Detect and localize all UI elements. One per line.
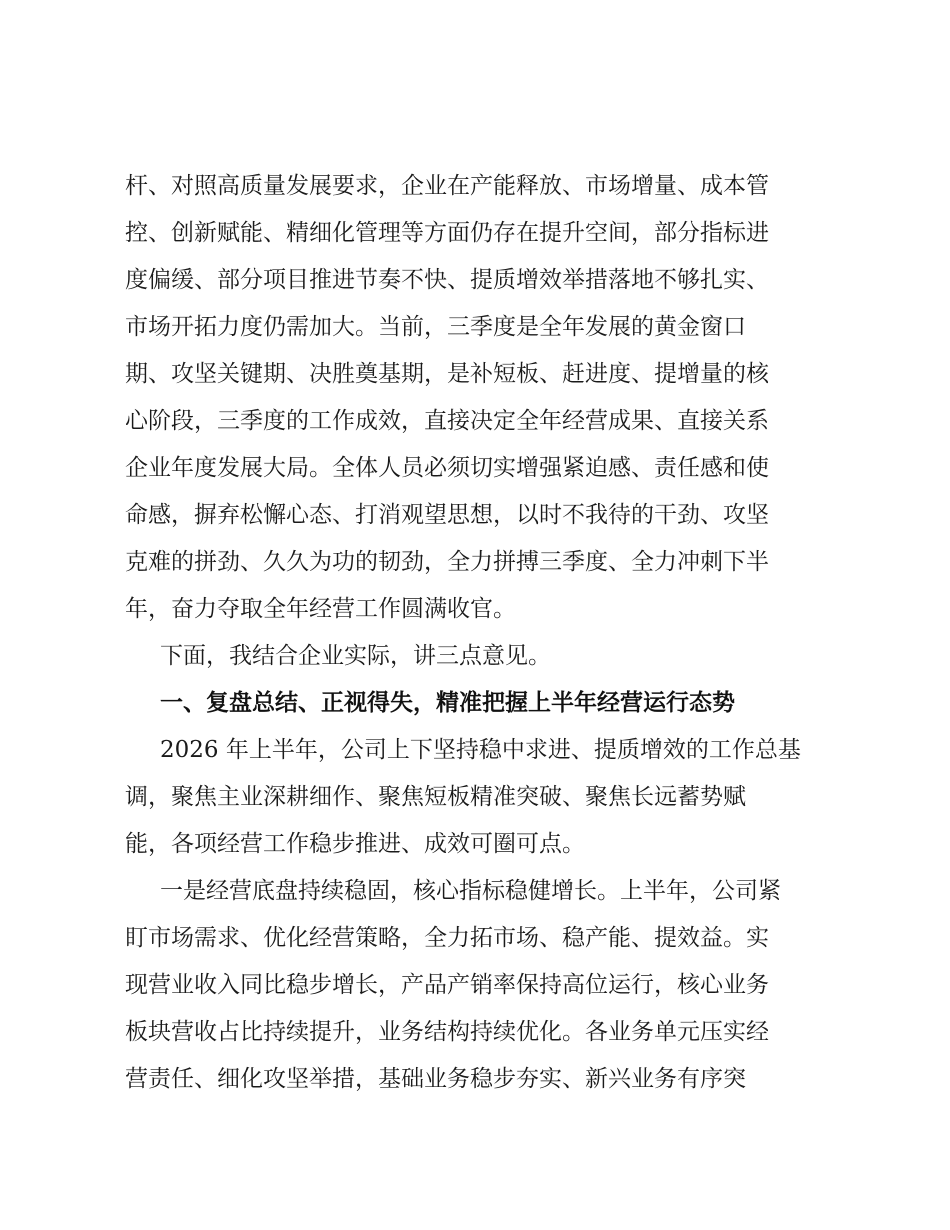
paragraph-1-line-5: 期、攻坚关键期、决胜奠基期，是补短板、赶进度、提增量的核 <box>125 361 769 387</box>
paragraph-2-line-2: 调，聚焦主业深耕细作、聚焦短板精准突破、聚焦长远蓄势赋 <box>125 784 746 810</box>
paragraph-3-line-4: 板块营收占比持续提升，业务结构持续优化。各业务单元压实经 <box>125 1019 769 1045</box>
paragraph-1-line-3: 度偏缓、部分项目推进节奏不快、提质增效举措落地不够扎实、 <box>125 267 769 293</box>
paragraph-1-line-9: 克难的拼劲、久久为功的韧劲，全力拼搏三季度、全力冲刺下半 <box>125 549 769 575</box>
paragraph-2-line-1: 2026 年上半年，公司上下坚持稳中求进、提质增效的工作总基 <box>160 737 801 763</box>
section-1-heading: 一、复盘总结、正视得失，精准把握上半年经营运行态势 <box>160 690 735 716</box>
paragraph-1-line-6: 心阶段，三季度的工作成效，直接决定全年经营成果、直接关系 <box>125 408 769 434</box>
paragraph-1-line-4: 市场开拓力度仍需加大。当前，三季度是全年发展的黄金窗口 <box>125 314 746 340</box>
paragraph-3-line-2: 盯市场需求、优化经营策略，全力拓市场、稳产能、提效益。实 <box>125 925 769 951</box>
paragraph-2-line-3: 能，各项经营工作稳步推进、成效可圈可点。 <box>125 831 585 857</box>
paragraph-1-line-2: 控、创新赋能、精细化管理等方面仍存在提升空间，部分指标进 <box>125 220 769 246</box>
intro-line: 下面，我结合企业实际，讲三点意见。 <box>160 643 551 669</box>
paragraph-1-line-1: 杆、对照高质量发展要求，企业在产能释放、市场增量、成本管 <box>125 173 769 199</box>
paragraph-1-line-7: 企业年度发展大局。全体人员必须切实增强紧迫感、责任感和使 <box>125 455 769 481</box>
paragraph-3-line-3: 现营业收入同比稳步增长，产品产销率保持高位运行，核心业务 <box>125 972 769 998</box>
paragraph-3-line-5: 营责任、细化攻坚举措，基础业务稳步夯实、新兴业务有序突 <box>125 1066 746 1092</box>
paragraph-3-line-1: 一是经营底盘持续稳固，核心指标稳健增长。上半年，公司紧 <box>160 878 781 904</box>
paragraph-1-line-8: 命感，摒弃松懈心态、打消观望思想，以时不我待的干劲、攻坚 <box>125 502 769 528</box>
paragraph-1-line-10: 年，奋力夺取全年经营工作圆满收官。 <box>125 596 516 622</box>
